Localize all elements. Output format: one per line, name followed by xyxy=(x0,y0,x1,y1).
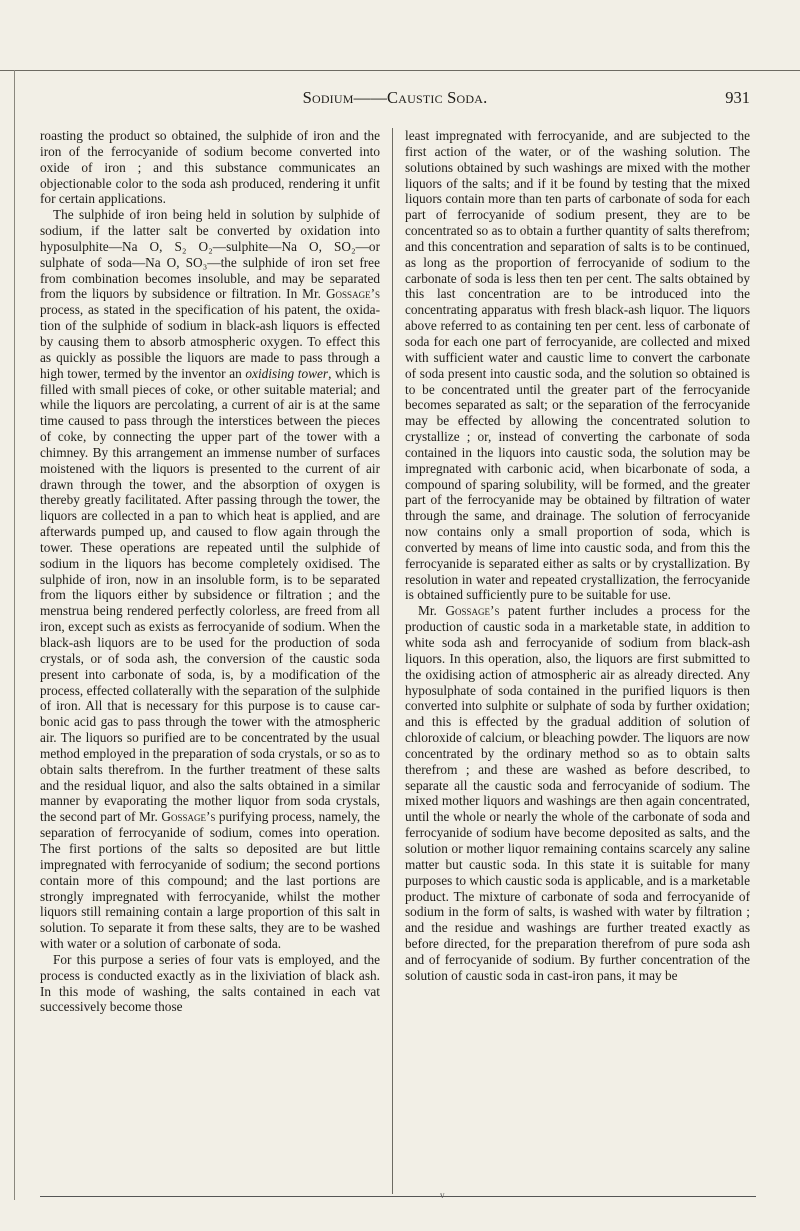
text-run: , which is filled with small pieces of coke, or other suitable material; and while the liquors are percolating, a current of air is at the same time caused to pass through the interstices between the pieces of coke, by connecting the upper part of the tower with a chimney. By this arrangement an immense number of surfaces moistened with the liquors is presented to the current of air drawn through the tower, and the absorption of oxygen is thereby greatly facilitated. After passing through the tower, the liquors are collected in a pan to which heat is applied, and are afterwards pumped up, and caused to flow again through the tower. These operations are repeated until the sulphide of sodium in the liquors has become completely oxidised. The sulphide of iron, now in an insoluble form, is to be separated from the liquors either by subsidence or filtration ; and the menstrua being rendered perfectly colorless, are freed from all iron, except such as exists as ferrocyanide of sodium. When the black-ash liquors are to be used for the production of soda crystals, or of soda ash, the conversion of the caustic soda present into carbonate of soda, is, by a modification of the process, effected collaterally with the separation of the sulphide of iron. All that is necessary for this purpose is to cause carbonic acid gas to pass through the tower with the atmospheric air. The liquors so purified are to be concentrated by the usual method employed in the preparation of soda crystals, or so as to obtain salts therefrom. In the further treatment of these salts and the residual liquor, and also the salts obtained in a similar manner by evaporating the mother liquor from soda crystals, the second part of Mr. xyxy=(40,365,380,825)
text-run: roasting the product so obtained, the sulphide of iron and the iron of the ferrocyanide of sodium become converted into oxide of iron ; and this substance communicates an objectionable color to the soda ash produced, rendering it unfit for certain applications. xyxy=(40,128,380,207)
page-number: 931 xyxy=(725,88,750,107)
column-divider xyxy=(392,128,393,1194)
text-run: purifying process, namely, the separation of ferrocyanide of sodium, comes into operation. The first portions of the salts so deposited are but little impregnated with ferrocyanide of sodium; the second portions contain more of this compound; and the last portions are strongly impregnated with ferrocyanide, whilst the mother liquors still remaining contain a large proportion of this salt in solution. To separate it from these salts, they are to be washed with water or a solution of carbonate of soda. xyxy=(40,809,380,952)
text-columns xyxy=(40,128,750,1194)
signature-mark: v xyxy=(440,1190,445,1200)
running-head-title: Sodium——Caustic Soda. xyxy=(302,88,488,107)
text-run: For this purpose a series of four vats is employed, and the process is conducted exactly as in the lixiviation of black ash. In this mode of washing, the salts contained in each vat successively become those xyxy=(40,951,380,1015)
paragraph xyxy=(40,952,380,1015)
paragraph xyxy=(405,603,750,983)
text-run: patent further includes a process for the production of caustic soda in a marketable state, in addition to white soda ash and ferrocyanide of sodium from black-ash liquors. In this operation, also, the liquors are first submitted to the oxidising action of atmospheric air as already directed. Any hyposulphate of soda contained in the purified liquors is then converted into sulphite or sulphate of soda by further oxidation; and this is effected by the gradual addition of solution of chloroxide of calcium, or bleaching powder. The liquors are now concentrated by the ordinary method so as to obtain salts therefrom ; and these are washed as before described, to separate all the caustic soda and ferrocyanide of sodium. The mixed mother liquors and washings are then again concentrated, until the whole or nearly the whole of the carbonate of soda and ferrocyanide of sodium have become deposited as salts, and the solution or mother liquor remaining contains scarcely any saline matter but caustic soda. In this state it is suitable for many purposes to which caustic soda is applicable, and is a marketable product. The mixture of carbonate of soda and ferrocyanide of sodium in the form of salts, is washed with water by filtration ; and the residue and washings are further treated exactly as before directed, for the preparation therefrom of pure soda ash and of ferrocyanide of sodium. By further concentration of the solution of caustic soda in cast-iron pans, it may be xyxy=(405,603,750,983)
left-column xyxy=(40,128,380,1194)
paragraph xyxy=(40,207,380,952)
italic-term: oxidising tower xyxy=(245,365,329,381)
text-run: least impregnated with ferrocyanide, and are subjected to the first action of the water, or of the washing solution. The solutions obtained by such washings are mixed with the mother liquors of the salts; and if it be found by testing that the mixed liquors contain more than ten parts of carbonate of soda for each part of ferrocyanide of sodium present, they are to be concentrated so as to obtain a further quantity of salts therefrom; and this concentration and separation of salts is to be continued, as long as the proportion of ferrocyanide of sodium to the carbonate of soda is less then ten per cent. The salts obtained by this last concentration are to be introduced into the concentrating apparatus with fresh black-ash liquor. The liquors above referred to as containing ten per cent. less of carbonate of soda for each one part of ferrocyanide, are collected and mixed with sufficient water and caustic lime to convert the carbonate of soda present into caustic soda, and the solution so obtained is to be concentrated until the greater part of the ferrocyanide becomes separated as salt; or the separation of the ferrocyanide may be effected by allowing the concentrated solution to crystallize ; or, instead of converting the carbonate of soda contained in the liquors into caustic soda, the solution may be impregnated with carbonic acid, when bicarbonate of soda, a compound of sparing solubility, will be formed, and the greater part of the ferrocyanide may be obtained by filtration of water through the same, and drainage. The solution of ferrocyanide now contains only a small proportion of soda, which is converted by means of lime into caustic soda, and from this the ferrocyanide is separated either as salts or by crystallization. By resolution in water and repeated crystallization, the ferrocyanide is obtained sufficiently pure to be suitable for use. xyxy=(405,128,750,603)
text-run: process, as stated in the specification of his patent, the oxidation of the sulphide of sodium in black-ash liquors is effected by causing them to absorb atmospheric oxygen. To effect this as quickly as possible the liquors are made to pass through a high tower, termed by the inventor an xyxy=(40,302,380,381)
paragraph xyxy=(40,128,380,207)
text-run: The sulphide of iron being held in solution by sulphide of sodium, if the latter salt be converted by oxidation into hyposulphite—Na O, S₂ O₂—sulphite—Na O, SO₂—or sulphate of soda—Na O, SO₃—the sulphide of iron set free from combination becomes insoluble, and may be separated from the liquors by subsidence or filtration. In Mr. xyxy=(40,207,380,302)
text-run: Mr. xyxy=(418,603,446,619)
bottom-rule xyxy=(40,1196,756,1197)
right-column xyxy=(405,128,750,1194)
paragraph xyxy=(405,128,750,603)
small-caps-name: Gossage’s xyxy=(445,603,500,619)
small-caps-name: Gossage’s xyxy=(161,809,216,825)
small-caps-name: Gossage’s xyxy=(325,286,380,302)
running-header xyxy=(40,88,750,112)
